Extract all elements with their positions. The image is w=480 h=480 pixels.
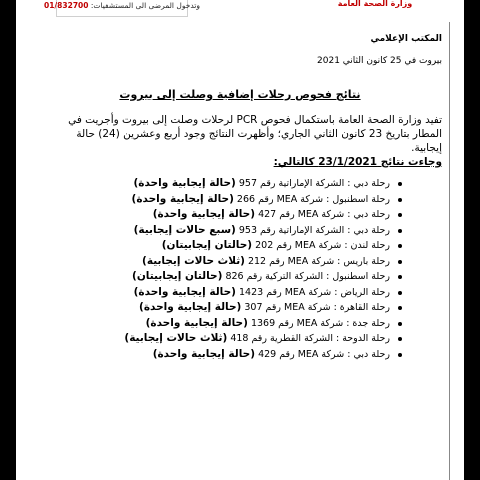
flight-desc: رحلة دبي : شركة MEA رقم 429 — [258, 348, 390, 360]
flight-desc: رحلة دبي : الشركة الإماراتية رقم 957 — [238, 178, 390, 189]
flight-result: (ثلاث حالات إيجابية) — [142, 254, 245, 267]
bullet-icon — [398, 275, 402, 279]
flight-desc: رحلة دبي : الشركة الإماراتية رقم 953 — [238, 224, 390, 236]
list-item — [133, 285, 402, 301]
list-item — [142, 316, 402, 332]
flight-result: (حالة إيجابية واحدة) — [152, 347, 256, 360]
list-item — [133, 176, 402, 192]
bullet-icon — [398, 229, 402, 233]
list-item — [132, 269, 402, 285]
list-item — [139, 300, 402, 316]
bullet-icon — [398, 353, 402, 357]
bullet-icon — [398, 198, 402, 202]
bullet-icon — [398, 182, 402, 186]
flight-result: (حالة إيجابية واحدة) — [139, 301, 242, 313]
bullet-icon — [398, 213, 402, 217]
intro-line: تفيد وزارة الصحة العامة باستكمال فحوص PCR لرحلات وصلت إلى بيروت وأجريت في — [68, 114, 442, 126]
flight-results-list — [124, 176, 402, 362]
hotline-number: 01/832700 — [43, 0, 89, 10]
ministry-name: وزارة الصحة العامة — [337, 0, 413, 8]
list-item — [142, 254, 402, 270]
list-item — [124, 331, 402, 347]
bullet-icon — [398, 291, 402, 295]
flight-result: (حالتان إيجابيتان) — [161, 239, 253, 251]
flight-desc: رحلة دبي : شركة MEA رقم 427 — [258, 209, 390, 220]
list-item — [131, 192, 402, 208]
hotline-text: وتدخول المرضى الى المستشفيات: — [90, 0, 200, 10]
flight-desc: رحلة لندن : شركة MEA رقم 202 — [255, 240, 390, 251]
media-office-label: المكتب الإعلامي — [370, 34, 442, 44]
flight-result: (حالة إيجابية واحدة) — [131, 192, 234, 205]
document-page — [16, 0, 464, 480]
flight-result: (ثلاث حالات إيجابية) — [124, 332, 228, 344]
document-date: بيروت في 25 كانون الثاني 2021 — [317, 56, 442, 66]
flight-result: (حالة إيجابية واحدة) — [133, 177, 236, 189]
bullet-icon — [398, 322, 402, 326]
bullet-icon — [398, 260, 402, 264]
bullet-icon — [398, 306, 402, 310]
flight-desc: رحلة باريس : شركة MEA رقم 212 — [247, 255, 390, 267]
document-title: نتائج فحوص رحلات إضافية وصلت إلى بيروت — [119, 88, 361, 101]
flight-desc: رحلة الدوحة : الشركة القطرية رقم 418 — [230, 333, 390, 344]
flight-result: (حالة إيجابية واحدة) — [152, 208, 256, 220]
list-item — [142, 207, 402, 223]
intro-line: إيجابية. — [411, 142, 442, 154]
flight-result: (حالة إيجابية واحدة) — [133, 285, 236, 298]
flight-desc: رحلة القاهرة : شركة MEA رقم 307 — [244, 302, 390, 313]
flight-result: (حالة إيجابية واحدة) — [145, 316, 248, 329]
intro-line: المطار بتاريخ 23 كانون الثاني الجاري؛ وأظهرت النتائج وجود أربع وعشرين (24) حالة — [76, 128, 442, 140]
list-item — [133, 223, 402, 239]
letterhead — [16, 0, 464, 18]
bullet-icon — [398, 337, 402, 341]
flight-desc: رحلة اسطنبول : شركة MEA رقم 266 — [236, 193, 390, 205]
flight-result: (سبع حالات إيجابية) — [133, 223, 236, 236]
flight-result: (حالتان إيجابيتان) — [132, 270, 223, 282]
hotline-box — [43, 0, 200, 17]
bullet-icon — [398, 244, 402, 248]
list-item — [142, 238, 402, 254]
intro-paragraph — [42, 113, 442, 155]
flight-desc: رحلة الرياض : شركة MEA رقم 1423 — [239, 286, 390, 298]
list-item — [142, 347, 402, 363]
page-edge-divider — [449, 22, 450, 480]
flight-desc: رحلة جدة : شركة MEA رقم 1369 — [250, 317, 390, 329]
results-heading: وجاءت نتائج 23/1/2021 كالتالي: — [273, 156, 442, 168]
flight-desc: رحلة اسطنبول : الشركة التركية رقم 826 — [225, 271, 390, 282]
